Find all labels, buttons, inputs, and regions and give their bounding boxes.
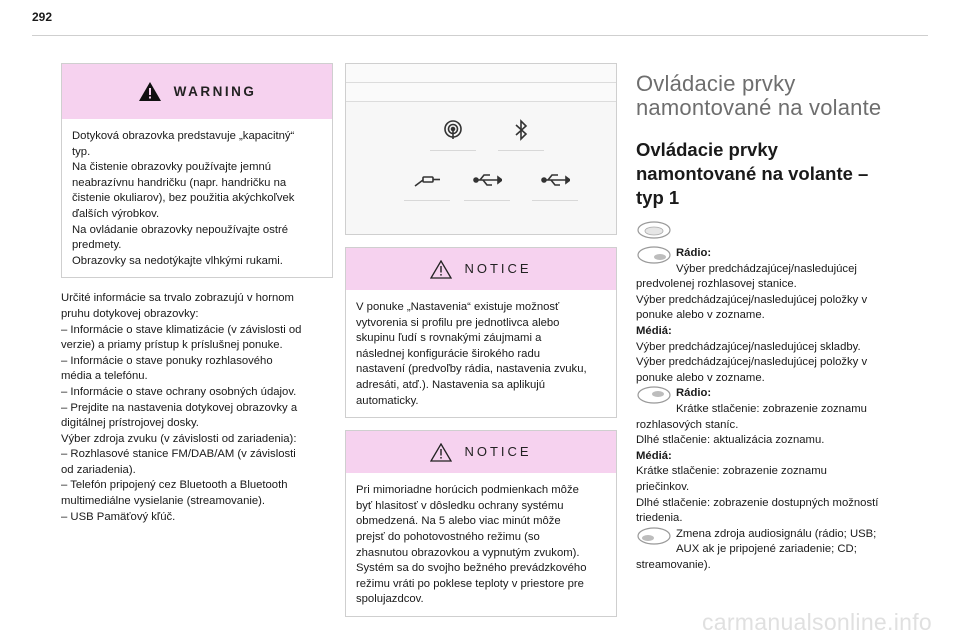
info-line: – Prejdite na nastavenia dotykovej obrazovky a: [61, 401, 298, 414]
entry-line: Výber predchádzajúcej/nasledujúcej skladby.: [636, 340, 861, 353]
notice-box: [345, 247, 617, 418]
info-line: – Informácie o stave klimatizácie (v závislosti od: [61, 323, 302, 336]
warning-box: [61, 63, 333, 278]
control-description: [636, 246, 926, 573]
figure-strip: [346, 83, 616, 102]
entry-line: ponuke alebo v zozname.: [636, 371, 765, 384]
section-subtitle-line: namontované na volante –: [636, 163, 869, 184]
info-line: – USB Pamäťový kľúč.: [61, 510, 176, 523]
warning-line: Obrazovky sa nedotýkajte vlhkými rukami.: [72, 254, 283, 267]
section-title: [636, 72, 926, 120]
entry-line: triedenia.: [636, 512, 683, 525]
info-line: – Telefón pripojený cez Bluetooth a Bluetooth: [61, 479, 288, 492]
notice-line: Pri mimoriadne horúcich podmienkach môže: [356, 484, 579, 497]
info-line: – Informácie o stave ponuky rozhlasového: [61, 354, 273, 367]
entry-line: Výber predchádzajúcej/nasledujúcej položky v: [636, 293, 868, 306]
notice-header: [346, 248, 616, 290]
section-title-line: namontované na volante: [636, 95, 882, 120]
control-entry-2: [636, 386, 926, 526]
control-entry-1: [636, 246, 926, 386]
entry-line: ponuke alebo v zozname.: [636, 309, 765, 322]
info-line: Určité informácie sa trvalo zobrazujú v hornom: [61, 292, 294, 305]
right-column: [636, 72, 926, 573]
warning-title: WARNING: [173, 83, 257, 99]
info-line: od zariadenia).: [61, 463, 136, 476]
warning-body: [62, 119, 332, 277]
steering-wheel-icon: [636, 220, 672, 240]
warning-line: predmety.: [72, 239, 122, 252]
entry-heading: Médiá:: [636, 324, 672, 337]
entry-line: predvolenej rozhlasovej stanice.: [636, 278, 797, 291]
info-line: média a telefónu.: [61, 370, 148, 383]
aux-cable-icon: [404, 160, 450, 201]
warning-line: čistenie okuliarov), bez použitia akýchkoľvek: [72, 192, 295, 205]
notice-line: V ponuke „Nastavenia“ existuje možnosť: [356, 301, 560, 313]
left-column: [61, 63, 333, 525]
entry-line: priečinkov.: [636, 480, 690, 493]
entry-line: Dlhé stlačenie: zobrazenie dostupných možností: [636, 496, 879, 509]
warning-line: Na ovládanie obrazovky nepoužívajte ostré: [72, 223, 289, 236]
entry-line: rozhlasových staníc.: [636, 418, 739, 431]
figure-strip: [346, 64, 616, 83]
entry-heading: Rádio:: [676, 247, 712, 259]
notice-line: Systém sa do svojho bežného prevádzkového: [356, 562, 587, 575]
steering-wheel-control-icon: [636, 385, 672, 405]
warning-line: neabrazívnu handričku (napr. handričku na: [72, 176, 287, 189]
steering-wheel-control-icon: [636, 245, 672, 265]
info-line: digitálnej prístrojovej dosky.: [61, 417, 199, 430]
usb-icon: [532, 160, 578, 201]
entry-heading: Médiá:: [636, 449, 672, 462]
notice-title: NOTICE: [464, 261, 532, 277]
entry-line: Zmena zdroja audiosignálu (rádio; USB;: [676, 527, 877, 540]
notice-line: skupinu ľudí s rovnakými záujmami a: [356, 332, 542, 345]
header-divider: [32, 35, 928, 36]
notice-line: adresáti, atď.). Nastavenia sa aplikujú: [356, 378, 546, 391]
warning-header: [62, 64, 332, 119]
entry-line: streamovanie).: [636, 558, 711, 571]
notice-line: režimu vráti po poklese teploty v priestore pre: [356, 577, 584, 590]
notice-header: [346, 431, 616, 473]
notice-line: následnej konfigurácie širokého radu: [356, 347, 541, 360]
notice-line: automaticky.: [356, 394, 419, 407]
entry-line: Výber predchádzajúcej/nasledujúcej položky v: [636, 356, 868, 369]
entry-line: Dlhé stlačenie: aktualizácia zoznamu.: [636, 434, 825, 447]
steering-wheel-control-icon: [636, 526, 672, 546]
entry-line: AUX ak je pripojené zariadenie; CD;: [676, 543, 857, 556]
entry-line: Krátke stlačenie: zobrazenie zoznamu: [676, 402, 867, 415]
warning-line: typ.: [72, 145, 91, 158]
notice-body: [346, 473, 616, 616]
entry-line: Výber predchádzajúcej/nasledujúcej: [676, 262, 857, 275]
podcast-icon: [430, 110, 476, 151]
info-line: verzie) a priamy prístup k príslušnej ponuke.: [61, 339, 283, 352]
page-number: 292: [32, 10, 53, 24]
middle-column: [345, 63, 617, 617]
bluetooth-icon: [498, 110, 544, 151]
notice-body: [346, 290, 616, 417]
warning-triangle-icon: [138, 81, 162, 102]
warning-line: ďalších výrobkov.: [72, 207, 160, 220]
section-subtitle: [636, 138, 926, 210]
screen-status-bar-figure: [345, 63, 617, 235]
notice-triangle-icon: [430, 443, 452, 462]
notice-line: nastavení (predvoľby rádia, nastavenia zvuku,: [356, 363, 587, 376]
notice-line: obmedzená. Na 5 alebo viac minút môže: [356, 515, 561, 528]
watermark: carmanualsonline.info: [701, 609, 932, 635]
section-title-line: Ovládacie prvky: [636, 71, 796, 96]
info-line: – Rozhlasové stanice FM/DAB/AM (v závislosti: [61, 448, 296, 461]
usb-icon: [464, 160, 510, 201]
notice-line: vytvorenia si profilu pre jednotlivca alebo: [356, 316, 560, 329]
info-line: pruhu dotykovej obrazovky:: [61, 307, 199, 320]
notice-title: NOTICE: [464, 444, 532, 460]
warning-line: Dotyková obrazovka predstavuje „kapacitný“: [72, 130, 295, 142]
notice-line: prejsť do pohotovostného režimu (so: [356, 530, 540, 543]
control-entry-3: [636, 527, 926, 574]
warning-line: Na čistenie obrazovky používajte jemnú: [72, 161, 272, 174]
notice-line: byť hlasitosť v dôsledku ochrany systému: [356, 499, 564, 512]
info-line: multimediálne vysielanie (streamovanie).: [61, 495, 266, 508]
entry-heading: Rádio:: [676, 387, 712, 400]
notice-line: spolujazdcov.: [356, 593, 424, 606]
notice-triangle-icon: [430, 260, 452, 279]
notice-box: [345, 430, 617, 617]
info-line: Výber zdroja zvuku (v závislosti od zariadenia):: [61, 432, 297, 445]
section-subtitle-line: typ 1: [636, 187, 680, 208]
section-subtitle-line: Ovládacie prvky: [636, 139, 778, 160]
info-paragraph: [61, 291, 333, 525]
info-line: – Informácie o stave ochrany osobných údajov.: [61, 385, 297, 398]
notice-line: zhasnutou obrazovkou a vypnutým zvukom).: [356, 546, 580, 559]
entry-line: Krátke stlačenie: zobrazenie zoznamu: [636, 465, 827, 478]
